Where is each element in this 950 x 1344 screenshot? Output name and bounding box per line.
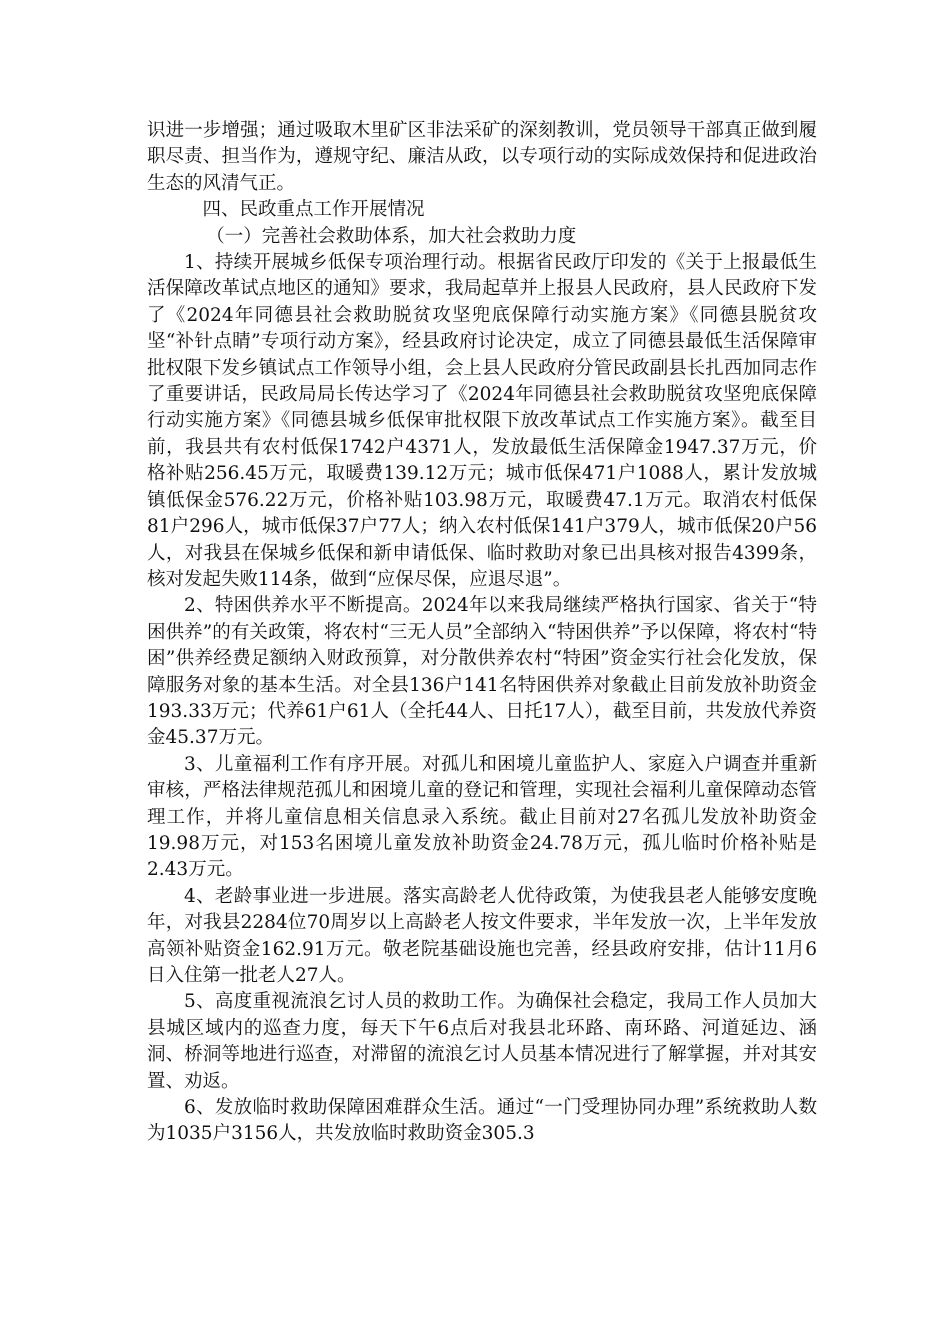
section-heading: 四、民政重点工作开展情况 bbox=[202, 199, 425, 221]
paragraph-vagrant-assistance: 5、高度重视流浪乞讨人员的救助工作。为确保社会稳定，我局工作人员加大县城区域内的巡查力度，每天下午6点后对我县北环路、南环路、河道延边、涵洞、桥洞等地进行巡查，对滞留的流浪乞讨人员基本情况进行了解掌握，并对其安置、劝返。 bbox=[147, 991, 817, 1092]
paragraph-child-welfare: 3、儿童福利工作有序开展。对孤儿和困境儿童监护人、家庭入户调查并重新审核，严格法律规范孤儿和困境儿童的登记和管理，实现社会福利儿童保障动态管理工作，并将儿童信息相关信息录入系统。截止目前对27名孤儿发放补助资金19.98万元，对153名困境儿童发放补助资金24.78万元，孤儿临时价格补贴是2.43万元。 bbox=[147, 753, 817, 881]
paragraph-temporary-assistance: 6、发放临时救助保障困难群众生活。通过“一门受理协同办理”系统救助人数为1035户3156人，共发放临时救助资金305.3 bbox=[147, 1097, 817, 1145]
document-page bbox=[147, 118, 817, 1148]
paragraph-elderly-services: 4、老龄事业进一步进展。落实高龄老人优待政策，为使我县老人能够安度晚年，对我县2284位70周岁以上高龄老人按文件要求，半年发放一次，上半年发放高领补贴资金162.91万元。敬老院基础设施也完善，经县政府安排，估计11月6日入住第一批老人27人。 bbox=[147, 885, 817, 986]
paragraph-low-income-guarantee: 1、持续开展城乡低保专项治理行动。根据省民政厅印发的《关于上报最低生活保障改革试点地区的通知》要求，我局起草并上报县人民政府，县人民政府下发了《2024年同德县社会救助脱贫攻坚兜底保障行动实施方案》《同德县脱贫攻坚“补针点睛”专项行动方案》，经县政府讨论决定，成立了同德县最低生活保障审批权限下发乡镇试点工作领导小组，会上县人民政府分管民政副县长扎西加同志作了重要讲话，民政局局长传达学习了《2024年同德县社会救助脱贫攻坚兜底保障行动实施方案》《同德县城乡低保审批权限下放改革试点工作实施方案》。截至目前，我县共有农村低保1742户4371人，发放最低生活保障金1947.37万元，价格补贴256.45万元，取暖费139.12万元；城市低保471户1088人，累计发放城镇低保金576.22万元，价格补贴103.98万元，取暖费47.1万元。取消农村低保81户296人，城市低保37户77人；纳入农村低保141户379人，城市低保20户56人，对我县在保城乡低保和新申请低保、临时救助对象已出具核对报告4399条，核对发起失败114条，做到“应保尽保，应退尽退”。 bbox=[147, 252, 817, 590]
paragraph-extreme-poverty-support: 2、特困供养水平不断提高。2024年以来我局继续严格执行国家、省关于“特困供养”的有关政策，将农村“三无人员”全部纳入“特困供养”予以保障，将农村“特困”供养经费足额纳入财政预算，对分散供养农村“特困”资金实行社会化发放，保障服务对象的基本生活。对全县136户141名特困供养对象截止目前发放补助资金193.33万元；代养61户61人（全托44人、日托17人），截至目前，共发放代养资金45.37万元。 bbox=[147, 595, 817, 749]
paragraph-continuation: 识进一步增强；通过吸取木里矿区非法采矿的深刻教训，党员领导干部真正做到履职尽责、担当作为，遵规守纪、廉洁从政，以专项行动的实际成效保持和促进政治生态的风清气正。 bbox=[147, 120, 817, 194]
subsection-heading: （一）完善社会救助体系，加大社会救助力度 bbox=[206, 225, 577, 247]
